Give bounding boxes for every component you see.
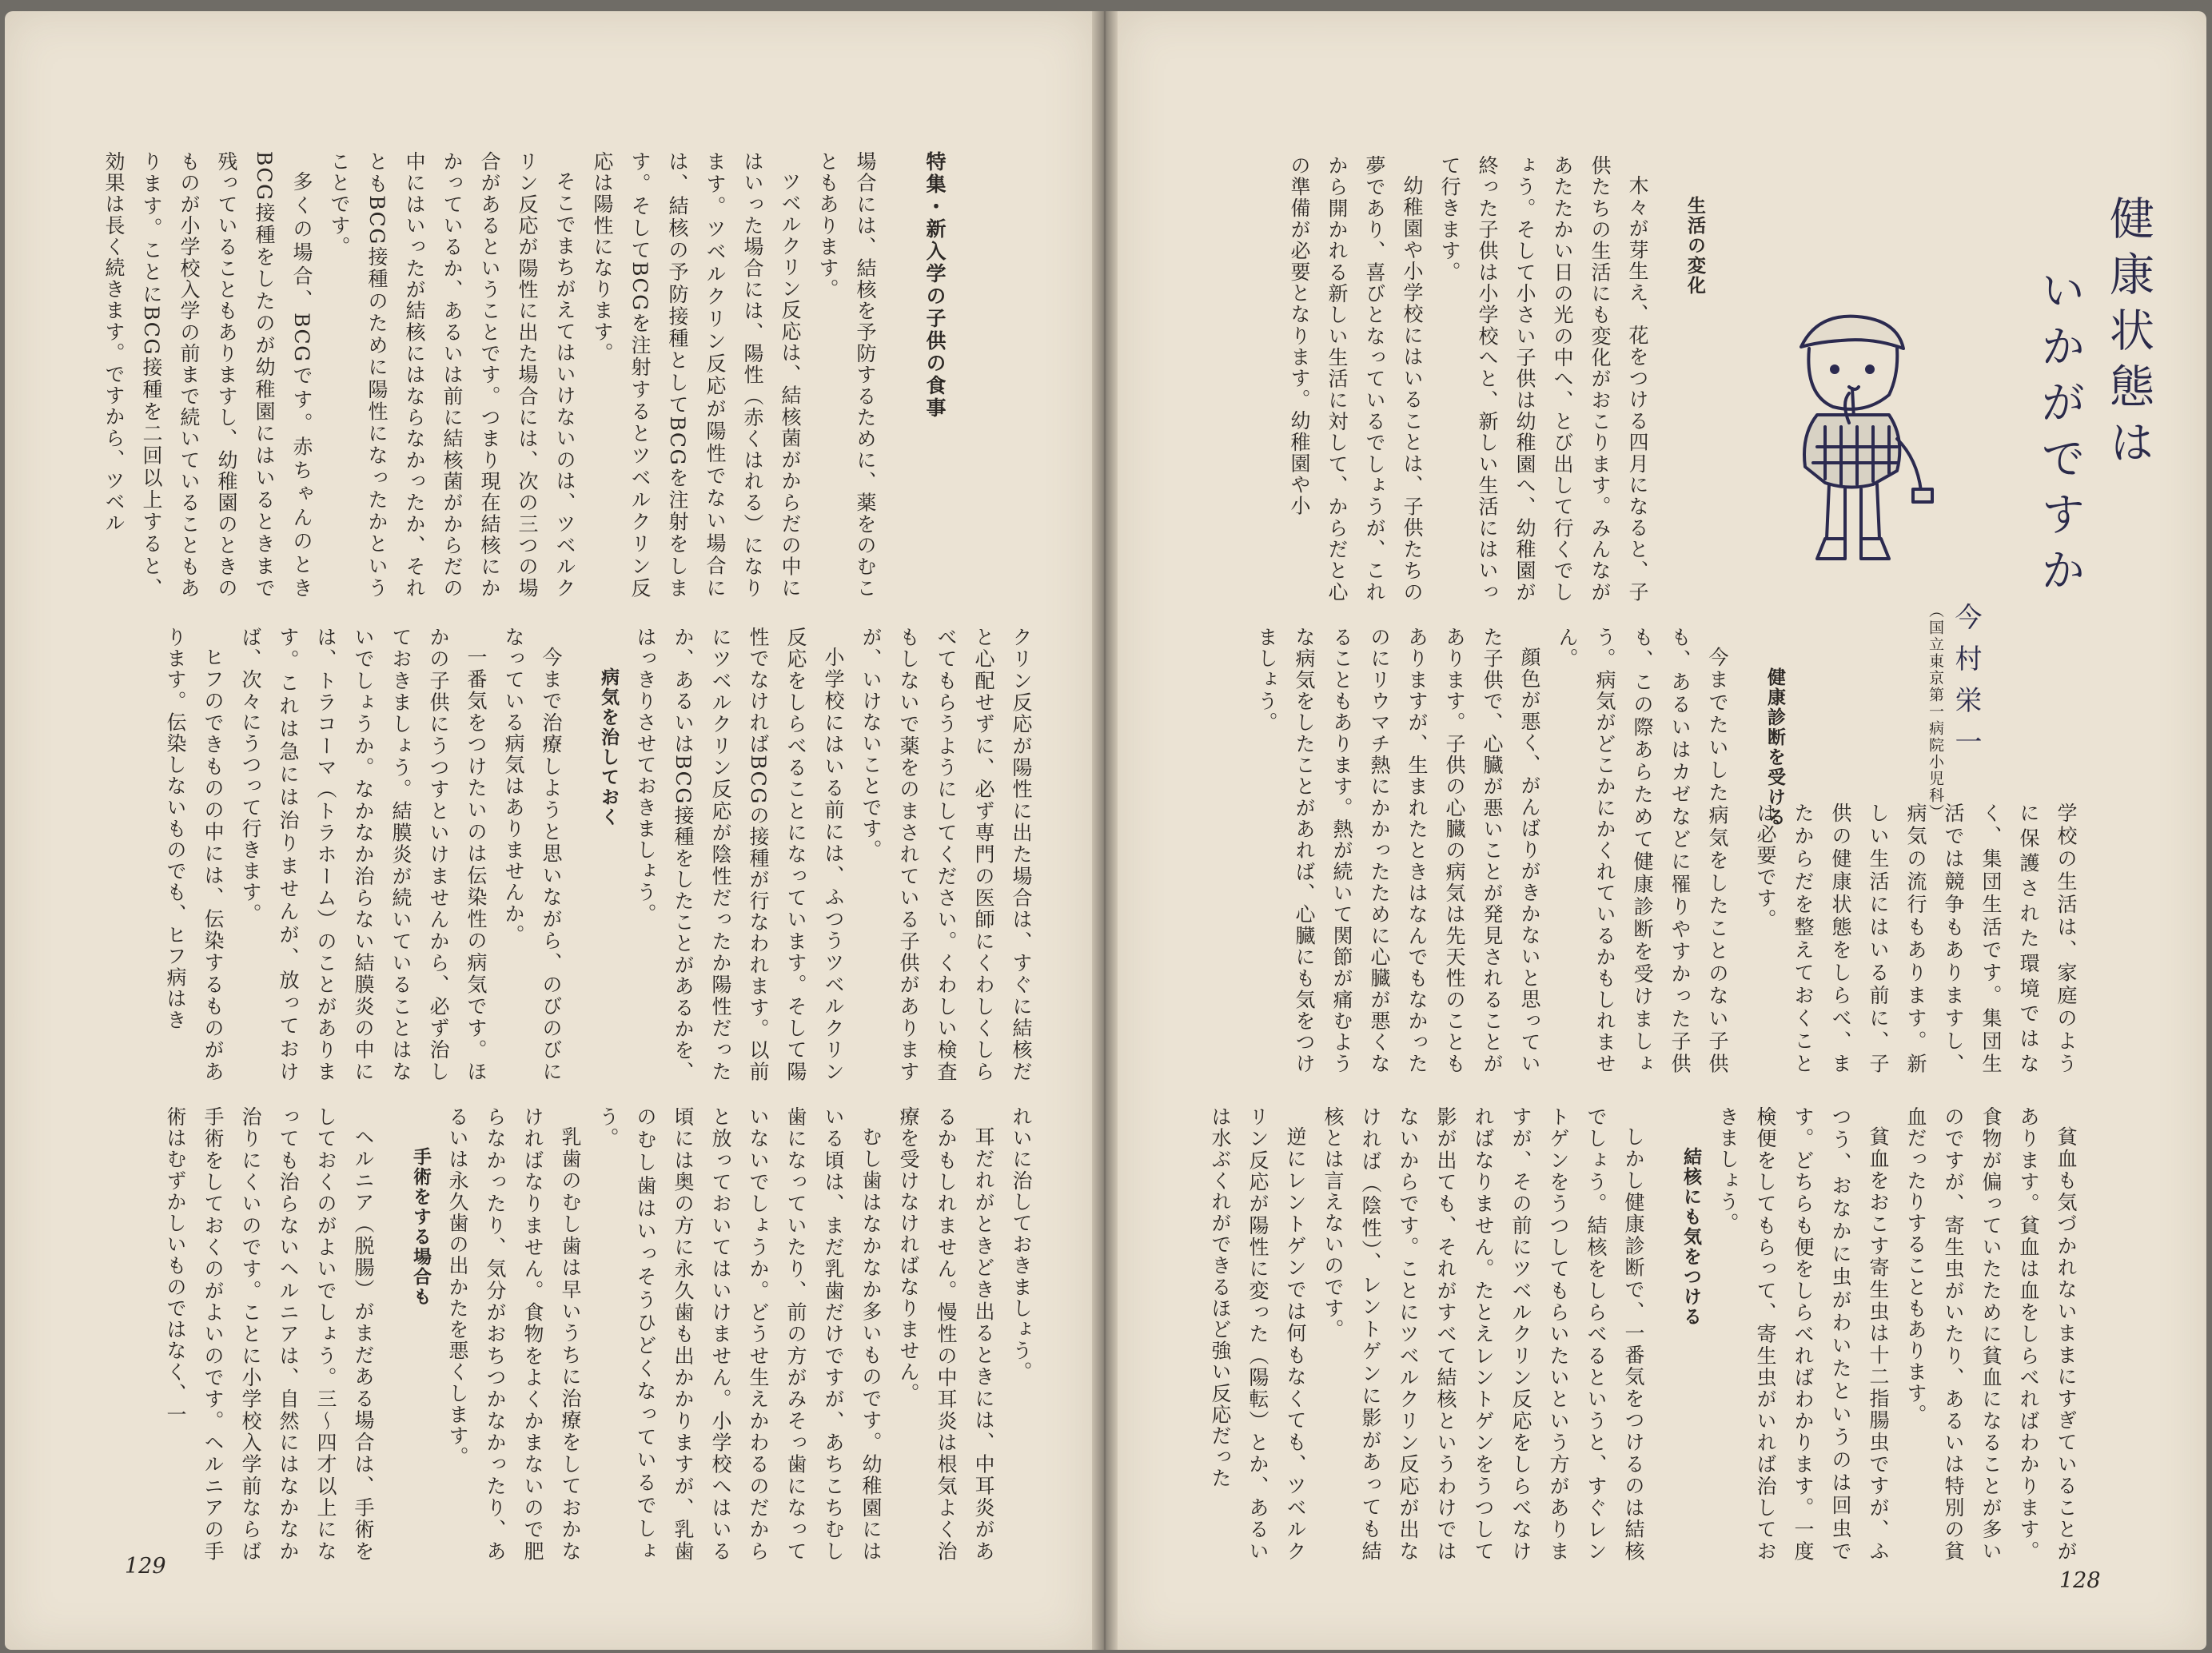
page-number: 129: [125, 1554, 166, 1579]
paragraph: 多くの場合、BCGです。赤ちゃんのときBCG接種をしたのが幼稚園にはいるときまで残っていることもありますし、幼稚園のときのものが小学校入学の前まで続いていることもあります。ことにBCG接種を二回以上すると、効果は長く続きます。ですから、ツベル: [102, 151, 313, 599]
boy-illustration-icon: [1769, 299, 1937, 571]
paragraph: 今まで治療しようと思いながら、のびのびになっている病気はありませんか。: [502, 627, 563, 1082]
title-line-1: 健康状態は: [2102, 195, 2154, 475]
paragraph: 耳だれがときどき出るときには、中耳炎があるかもしれません。慢性の中耳炎は根気よく治療を受けなければなりません。: [897, 1106, 995, 1562]
paragraph: 今までたいした病気をしたことのない子供も、あるいはカゼなどに罹りやすかった子供も、この際あらためて健康診断を受けましょう。病気がどこかにかくれているかもしれません。: [1556, 627, 1729, 1074]
right-col-top: [1154, 155, 1713, 603]
author-name: 今村栄一: [1950, 603, 1982, 769]
paragraph: しかし健康診断で、一番気をつけるのは結核でしょう。結核をしらべるというと、すぐレントゲンをうつしてもらいたいという方がありますが、その前にツベルクリン反応をしらべなければなりません。たとえレントゲンをうつして影が出ても、それがすべて結核というわけではないからです。ことにツベルクリン反応が出なければ（陰性）、レントゲンに影があっても結核とは言えないのです。: [1321, 1106, 1645, 1562]
paragraph: 場合には、結核を予防するために、薬をのむこともあります。: [816, 151, 877, 599]
left-col-bottom: [133, 1106, 1040, 1562]
paragraph: 学校の生活は、家庭のように保護された環境ではなく、集団生活です。集団生活では競争もありますし、病気の流行もあります。新しい生活にはいる前に、子供の健康状態をしらべ、またからだを整えておくことは必要です。: [1754, 803, 2078, 1074]
paragraph: むし歯はなかなか多いものです。幼稚園にはいる頃は、まだ乳歯だけですが、あちこちむし歯になっていたり、前の方がみそっ歯になっていないでしょうか。どうせ生えかわるのだからと放っておいてはいけません。小学校へはいる頃には奥の方に永久歯も出かかりますが、乳歯のむし歯はいっそうひどくなっているでしょう。: [596, 1106, 883, 1562]
paragraph: れいに治しておきましょう。: [1010, 1106, 1033, 1383]
left-page: [5, 11, 1092, 1650]
right-col-mid-a: [1754, 803, 2085, 1074]
section-heading: 病気を治しておく: [598, 667, 619, 827]
paragraph: 幼稚園や小学校にはいることは、子供たちの夢であり、喜びとなっているでしょうが、これから開かれる新しい生活に対して、からだと心の準備が必要となります。幼稚園や小: [1288, 155, 1424, 603]
paragraph: 小学校にはいる前には、ふつうツベルクリン反応をしらべることになっています。そして陽性でなければBCGの接種が行なわれます。以前にツベルクリン反応が陰性だったか陽性だったか、あるいはBCG接種をしたことがあるかを、はっきりさせておきましょう。: [634, 627, 845, 1082]
paragraph: 乳歯のむし歯は早いうちに治療をしておかなければなりません。食物をよくかまないので肥らなかったり、気分がおちつかなかったり、あるいは永久歯の出かたを悪くします。: [446, 1106, 582, 1562]
section-heading: 結核にも気をつける: [1680, 1146, 1701, 1327]
paragraph: 顔色が悪く、がんばりがきかないと思っていた子供で、心臓が悪いことが発見されることがあります。子供の心臓の病気は先天性のこともありますが、生まれたときはなんでもなかったのにリウマチ熱にかかったために心臓が悪くなることもあります。熱が続いて関節が痛むような病気をしたことがあれば、心臓にも気をつけましょう。: [1255, 627, 1541, 1074]
author-affiliation: （国立東京第一病院小児科）: [1927, 603, 1944, 821]
right-page: [1118, 11, 2206, 1650]
right-col-bottom: [1154, 1106, 2085, 1562]
paragraph: ツベルクリン反応は、結核菌がからだの中にはいった場合には、陽性（赤くはれる）になります。ツベルクリン反応が陽性でない場合には、結核の予防接種としてBCGを注射をします。そしてBCGを注射するとツベルクリン反応は陽性になります。: [591, 151, 802, 599]
left-col-mid: [133, 627, 1040, 1082]
right-col-mid-b: [1154, 627, 1793, 1074]
paragraph: 木々が芽生え、花をつける四月になると、子供たちの生活にも変化がおこります。みんながあたたかい日の光の中へ、とび出して行くでしょう。そして小さい子供は幼稚園へ、幼稚園が終った子供は小学校へと、新しい生活にはいって行きます。: [1438, 155, 1649, 603]
page-number: 128: [2059, 1568, 2101, 1593]
paragraph: クリン反応が陽性に出た場合は、すぐに結核だと心配せずに、必ず専門の医師にくわしくしらべてもらうようにしてください。くわしい検査もしないで薬をのまされている子供がありますが、いけないことです。: [859, 627, 1033, 1082]
title-line-2: いかがですか: [2034, 267, 2086, 603]
section-heading: 生活の変化: [1684, 195, 1705, 296]
paragraph: 貧血も気づかれないままにすぎていることがあります。貧血は血をしらべればわかります。食物が偏っていたために貧血になることが多いのですが、寄生虫がいたり、あるいは特別の貧血だったりすることもあります。: [1904, 1106, 2078, 1562]
paragraph: そこでまちがえてはいけないのは、ツベルクリン反応が陽性に出た場合には、次の三つの場合があるということです。つまり現在結核にかかっているか、あるいは前に結核菌がからだの中にはいったが結核にはならなかったか、それともBCG接種のために陽性になったかということです。: [328, 151, 576, 599]
paragraph: ヘルニア（脱腸）がまだある場合は、手術をしておくのがよいでしょう。三〜四才以上になっても治らないヘルニアは、自然にはなかなか治りにくいのです。ことに小学校入学前ならば手術をしておくのがよいのです。ヘルニアの手術はむずかしいものではなく、一: [164, 1106, 375, 1562]
paragraph: 逆にレントゲンでは何もなくても、ツベルクリン反応が陽性に変った（陽転）とか、あるいは水ぶくれができるほど強い反応だった: [1209, 1106, 1307, 1562]
paragraph: ヒフのできものの中には、伝染するものがあります。伝染しないものでも、ヒフ病はき: [164, 627, 225, 1082]
paragraph: 貧血をおこす寄生虫は十二指腸虫ですが、ふつう、おなかに虫がわいたというのは回虫です。どちらも便をしらべればわかります。一度検便をしてもらって、寄生虫がいれば治しておきましょう。: [1716, 1106, 1890, 1562]
section-heading: 健康診断を受ける: [1764, 667, 1785, 827]
book-gutter: [1092, 11, 1118, 1650]
article-title: [2025, 195, 2162, 603]
left-col-top: [102, 151, 884, 599]
author-block: [1917, 603, 1986, 821]
paragraph: 一番気をつけたいのは伝染性の病気です。ほかの子供にうつすといけませんから、必ず治しておきましょう。結膜炎が続いていることはないでしょうか。なかなか治らない結膜炎の中には、トラコーマ（トラホーム）のことがあります。これは急には治りませんが、放っておけば、次々にうつって行きます。: [239, 627, 488, 1082]
section-heading: 手術をする場合も: [410, 1146, 431, 1307]
running-head: 特集・新入学の子供の食事: [923, 151, 947, 420]
